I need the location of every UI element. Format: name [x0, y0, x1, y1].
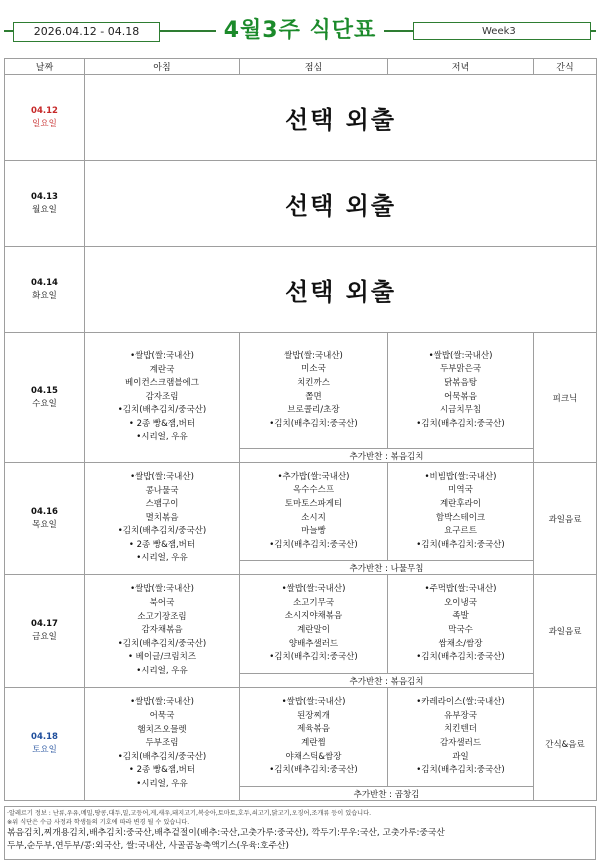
menu-item: 햄치즈오믈렛	[137, 724, 187, 735]
date-label: 04.12	[31, 105, 58, 116]
menu-item: •김치(배추김치:중국산)	[269, 418, 358, 429]
menu-item: •김치(배추김치:중국산)	[416, 765, 505, 776]
menu-item: 치킨텐더	[444, 724, 477, 735]
menu-item: •김치(배추김치:중국산)	[269, 765, 358, 776]
menu-item: • 2종 빵&잼,버터	[128, 539, 196, 550]
menu-item: •주먹밥(쌀:국내산)	[424, 584, 497, 595]
outing-notice: 선택 외출	[85, 247, 597, 333]
lunch-cell	[240, 688, 388, 787]
menu-item: 베이컨스크램블에그	[125, 378, 199, 389]
dinner-cell	[388, 575, 534, 674]
col-header-snack: 간식	[534, 59, 597, 75]
menu-item: 스팸구이	[145, 499, 179, 510]
date-label: 04.13	[31, 191, 58, 202]
menu-item: 어묵볶음	[444, 391, 477, 402]
menu-item: 소고기무국	[292, 597, 335, 608]
menu-item: 요구르트	[444, 526, 477, 537]
meal-table	[4, 58, 597, 801]
table-row	[5, 75, 597, 161]
menu-item: •김치(배추김치:중국산)	[416, 539, 505, 550]
change-note: ※위 식단은 수급 사정과 학생들의 기호에 따라 변경 될 수 있습니다.	[7, 819, 190, 826]
date-label: 04.15	[31, 385, 58, 396]
date-cell	[5, 161, 85, 247]
snack-cell: 과일음료	[534, 575, 597, 688]
menu-item: •김치(배추김치:중국산)	[269, 539, 358, 550]
menu-item: 계란말이	[297, 625, 330, 635]
menu-item: •김치(배추김치/중국산)	[117, 751, 207, 762]
menu-item: 양배추샐러드	[288, 638, 339, 649]
menu-item: 멸치볶음	[145, 512, 179, 523]
col-header-breakfast: 아침	[85, 59, 240, 75]
menu-item: • 2종 빵&잼,버터	[128, 765, 196, 776]
menu-item: 된장찌개	[297, 710, 330, 721]
breakfast-cell	[85, 463, 240, 575]
date-label: 04.17	[31, 619, 58, 629]
lunch-cell	[240, 575, 388, 674]
table-row	[5, 161, 597, 247]
weekday-label: 화요일	[32, 290, 57, 301]
date-cell	[5, 75, 85, 161]
breakfast-cell	[85, 688, 240, 801]
menu-item: 마늘빵	[301, 526, 326, 537]
menu-item: 오이냉국	[444, 597, 477, 608]
extra-side-dish: 추가반찬 : 볶음김치	[240, 449, 534, 463]
allergy-note: ·알레르기 정보 : 난류,우유,메밀,땅콩,대두,밀,고등어,게,새우,돼지고기,복숭아,토마토,호두,쇠고기,닭고기,오징어,조개류 등이 있습니다.	[7, 810, 372, 817]
date-cell	[5, 247, 85, 333]
menu-item: 야채스틱&쌈장	[285, 751, 342, 762]
menu-item: •쌀밥(쌀:국내산)	[281, 697, 346, 708]
menu-item: •김치(배추김치/중국산)	[117, 526, 207, 537]
breakfast-cell	[85, 333, 240, 463]
menu-item: 쌀밥(쌀:국내산)	[284, 350, 343, 361]
menu-item: •시리얼, 우유	[136, 553, 188, 564]
menu-item: 닭볶음탕	[444, 377, 477, 388]
menu-item: 미역국	[448, 485, 473, 496]
menu-item: 소시지야채볶음	[284, 611, 343, 622]
table-row	[5, 575, 597, 674]
page-title: 4월3주 식단표	[216, 13, 385, 44]
table-row	[5, 463, 597, 561]
page-header	[0, 0, 600, 52]
date-cell	[5, 333, 85, 463]
date-label: 04.18	[31, 732, 58, 742]
dinner-cell	[388, 333, 534, 449]
menu-item: 유부장국	[444, 710, 477, 721]
menu-item: 계란국	[149, 364, 175, 375]
menu-item: •쌀밥(쌀:국내산)	[130, 471, 194, 482]
col-header-date: 날짜	[5, 59, 85, 75]
notes-box	[4, 806, 596, 860]
week-label: Week3	[413, 22, 591, 40]
menu-item: 옥수수스프	[292, 485, 335, 496]
menu-item: •쌀밥(쌀:국내산)	[130, 350, 194, 361]
snack-cell: 피크닉	[534, 333, 597, 463]
weekday-label: 일요일	[32, 118, 57, 129]
menu-item: •김치(배추김치/중국산)	[117, 405, 207, 416]
snack-cell: 간식&음료	[534, 688, 597, 801]
col-header-lunch: 점심	[240, 59, 388, 75]
lunch-cell	[240, 333, 388, 449]
menu-item: •시리얼, 우유	[136, 778, 188, 789]
col-header-dinner: 저녁	[388, 59, 534, 75]
menu-item: •김치(배추김치:중국산)	[416, 652, 505, 663]
outing-notice: 선택 외출	[85, 161, 597, 247]
dinner-cell	[388, 688, 534, 787]
menu-item: •쌀밥(쌀:국내산)	[130, 697, 194, 708]
breakfast-cell	[85, 575, 240, 688]
menu-item: •김치(배추김치/중국산)	[117, 638, 207, 649]
menu-item: 두부맑은국	[439, 364, 482, 375]
weekday-label: 목요일	[32, 519, 57, 530]
date-cell	[5, 463, 85, 575]
dinner-cell	[388, 463, 534, 561]
date-cell	[5, 688, 85, 801]
menu-item: • 2종 빵&잼,버터	[128, 418, 196, 429]
outing-notice: 선택 외출	[85, 75, 597, 161]
origin-note: 두부,순두부,연두부/콩:외국산, 쌀:국내산, 사골곰농축액기스(우육:호주산)	[7, 841, 289, 851]
menu-item: 토마토스파게티	[284, 498, 343, 509]
menu-item: 함박스테이크	[435, 512, 486, 523]
menu-item: 족발	[452, 611, 469, 622]
menu-item: 미소국	[301, 364, 326, 375]
menu-item: 쫄면	[305, 391, 322, 402]
table-header-row	[5, 59, 597, 75]
menu-item: 과일	[452, 751, 469, 762]
menu-item: 감자조림	[145, 391, 179, 402]
menu-item: 어묵국	[149, 711, 175, 722]
extra-side-dish: 추가반찬 : 곱창김	[240, 787, 534, 801]
date-cell	[5, 575, 85, 688]
menu-item: •추가밥(쌀:국내산)	[277, 471, 350, 482]
menu-item: 계란후라이	[439, 498, 482, 509]
date-range: 2026.04.12 - 04.18	[13, 22, 160, 42]
menu-item: 쌈채소/쌈장	[438, 638, 483, 649]
table-row	[5, 333, 597, 449]
menu-item: 북어국	[149, 598, 175, 609]
weekday-label: 수요일	[32, 398, 57, 409]
snack-cell: 과일음료	[534, 463, 597, 575]
menu-item: 감자채볶음	[141, 625, 183, 636]
table-row	[5, 688, 597, 787]
menu-item: 막국수	[448, 625, 473, 635]
lunch-cell	[240, 463, 388, 561]
menu-item: 브로콜리/초장	[287, 405, 340, 416]
menu-item: 콩나물국	[145, 485, 179, 496]
menu-item: •비빔밥(쌀:국내산)	[424, 471, 497, 482]
origin-note: 볶음김치,찌개용김치,배추김치:중국산,배추겉절이(배추:국산,고춧가루:중국산), 깍두기:무우:국산, 고춧가루:중국산	[7, 828, 445, 838]
menu-item: •쌀밥(쌀:국내산)	[130, 584, 194, 595]
weekday-label: 토요일	[32, 745, 57, 755]
table-row	[5, 247, 597, 333]
date-label: 04.14	[31, 277, 58, 288]
menu-item: •시리얼, 우유	[136, 432, 188, 443]
weekday-label: 월요일	[32, 204, 57, 215]
menu-item: • 베이글/크림치즈	[127, 652, 197, 663]
menu-item: 치킨까스	[297, 377, 330, 388]
menu-item: •쌀밥(쌀:국내산)	[428, 350, 493, 361]
extra-side-dish: 추가반찬 : 볶음김치	[240, 674, 534, 688]
menu-item: •김치(배추김치:중국산)	[416, 418, 505, 429]
menu-item: 감자샐러드	[439, 738, 482, 748]
menu-item: 시금치무침	[439, 405, 482, 416]
weekday-label: 금요일	[32, 632, 57, 642]
menu-item: 계란찜	[301, 738, 326, 748]
menu-item: •쌀밥(쌀:국내산)	[281, 584, 346, 595]
menu-item: 제육볶음	[297, 724, 330, 735]
menu-item: •김치(배추김치:중국산)	[269, 652, 358, 663]
menu-item: •카레라이스(쌀:국내산)	[416, 697, 505, 708]
date-label: 04.16	[31, 506, 58, 517]
menu-item: 소고기장조림	[137, 611, 187, 622]
extra-side-dish: 추가반찬 : 나물무침	[240, 561, 534, 575]
menu-item: 소시지	[301, 512, 326, 523]
menu-item: 두부조림	[145, 738, 179, 749]
menu-item: •시리얼, 우유	[136, 665, 188, 676]
